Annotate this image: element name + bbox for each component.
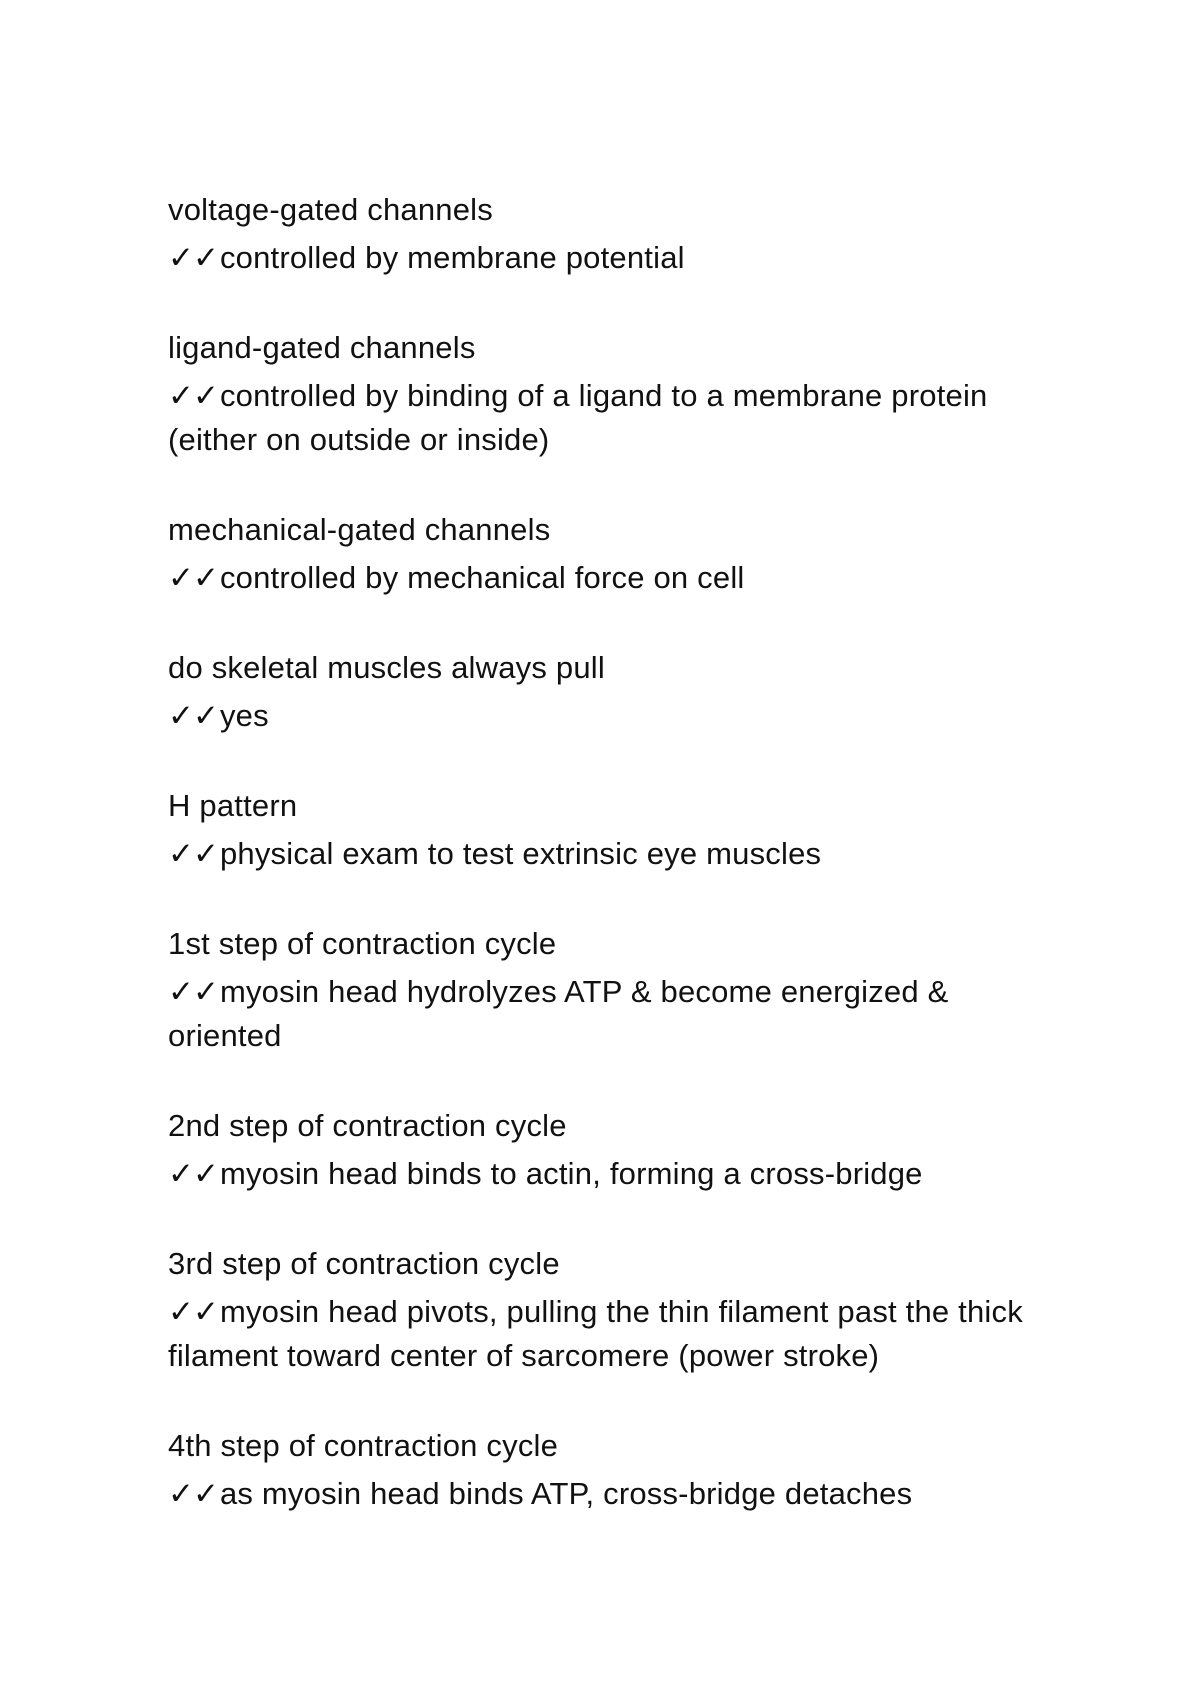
- card-definition-line: [168, 694, 1048, 738]
- flashcard: [168, 1420, 1048, 1516]
- card-term: do skeletal muscles always pull: [168, 650, 605, 685]
- card-definition: myosin head pivots, pulling the thin filament past the thick filament toward center of sarcomere (power stroke): [168, 1294, 1023, 1373]
- card-definition: myosin head hydrolyzes ATP & become energized & oriented: [168, 974, 949, 1053]
- card-term: 3rd step of contraction cycle: [168, 1246, 560, 1281]
- card-term: 2nd step of contraction cycle: [168, 1108, 567, 1143]
- flashcard: [168, 504, 1048, 600]
- card-definition: controlled by mechanical force on cell: [219, 560, 745, 595]
- flashcard-list: [168, 184, 1048, 1558]
- double-check-icon: ✓✓: [168, 560, 218, 596]
- double-check-icon: ✓✓: [168, 698, 218, 734]
- card-term: H pattern: [168, 788, 298, 823]
- double-check-icon: ✓✓: [168, 378, 218, 414]
- card-definition-line: [168, 1152, 1048, 1196]
- double-check-icon: ✓✓: [168, 1476, 218, 1512]
- flashcard: [168, 1238, 1048, 1378]
- flashcard: [168, 322, 1048, 462]
- card-definition-line: [168, 374, 1048, 462]
- flashcard: [168, 780, 1048, 876]
- card-definition-line: [168, 832, 1048, 876]
- card-definition-line: [168, 556, 1048, 600]
- card-definition: myosin head binds to actin, forming a cross-bridge: [219, 1156, 923, 1191]
- flashcard: [168, 918, 1048, 1058]
- card-term: 4th step of contraction cycle: [168, 1428, 559, 1463]
- card-term: ligand-gated channels: [168, 330, 476, 365]
- card-definition: controlled by membrane potential: [219, 240, 685, 275]
- card-definition: yes: [219, 698, 269, 733]
- card-definition: physical exam to test extrinsic eye muscles: [219, 836, 822, 871]
- double-check-icon: ✓✓: [168, 974, 218, 1010]
- card-definition: controlled by binding of a ligand to a membrane protein (either on outside or inside): [168, 378, 988, 457]
- card-term: 1st step of contraction cycle: [168, 926, 557, 961]
- card-term: mechanical-gated channels: [168, 512, 551, 547]
- card-term: voltage-gated channels: [168, 192, 493, 227]
- double-check-icon: ✓✓: [168, 240, 218, 276]
- card-definition-line: [168, 970, 1048, 1058]
- double-check-icon: ✓✓: [168, 836, 218, 872]
- card-definition-line: [168, 236, 1048, 280]
- double-check-icon: ✓✓: [168, 1294, 218, 1330]
- double-check-icon: ✓✓: [168, 1156, 218, 1192]
- card-definition-line: [168, 1290, 1048, 1378]
- card-definition-line: [168, 1472, 1048, 1516]
- card-definition: as myosin head binds ATP, cross-bridge detaches: [219, 1476, 913, 1511]
- flashcard: [168, 642, 1048, 738]
- flashcard: [168, 1100, 1048, 1196]
- flashcard: [168, 184, 1048, 280]
